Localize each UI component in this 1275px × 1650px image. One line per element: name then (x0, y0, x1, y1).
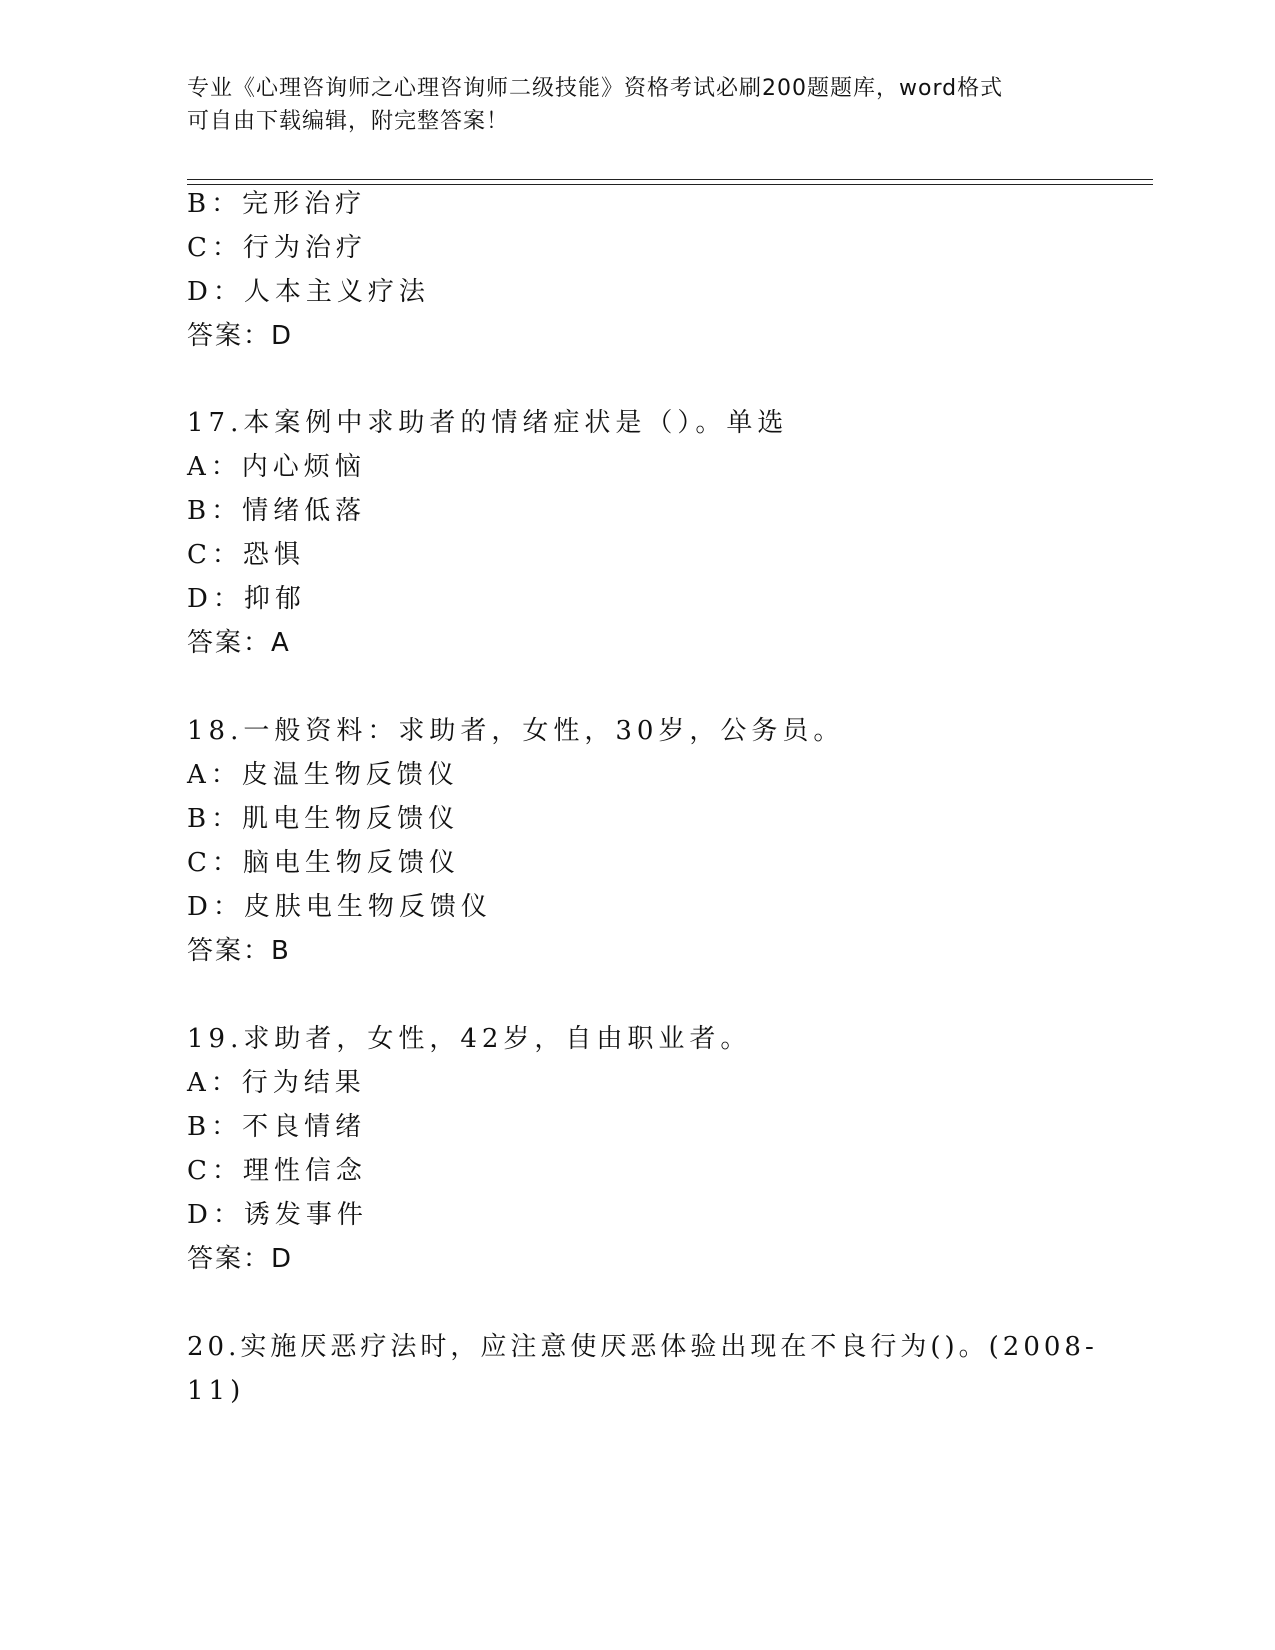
header-divider-top (187, 179, 1153, 180)
option-c: C：恐惧 (187, 540, 305, 570)
answer-line: 答案：D (187, 321, 294, 351)
option-a: A：内心烦恼 (187, 452, 366, 482)
option-a: A：皮温生物反馈仪 (187, 760, 459, 790)
question-stem: 18.一般资料：求助者，女性，30岁，公务员。 (187, 716, 845, 746)
question-stem: 19.求助者，女性，42岁，自由职业者。 (187, 1024, 752, 1054)
option-d: D：皮肤电生物反馈仪 (187, 892, 492, 922)
question-stem: 20.实施厌恶疗法时，应注意使厌恶体验出现在不良行为()。(2008- (187, 1332, 1098, 1362)
question-stem-continued: 11) (187, 1376, 246, 1406)
answer-line: 答案：A (187, 628, 291, 658)
option-c: C：脑电生物反馈仪 (187, 848, 460, 878)
option-d: D：人本主义疗法 (187, 277, 430, 307)
option-b: B：肌电生物反馈仪 (187, 804, 460, 834)
option-b: B：完形治疗 (187, 189, 367, 219)
option-a: A：行为结果 (187, 1068, 366, 1098)
header-divider-bottom (187, 184, 1153, 185)
option-b: B：不良情绪 (187, 1112, 367, 1142)
header-line-2: 可自由下载编辑，附完整答案！ (187, 109, 510, 134)
option-d: D：诱发事件 (187, 1200, 368, 1230)
option-c: C：理性信念 (187, 1156, 367, 1186)
header-line-1: 专业《心理咨询师之心理咨询师二级技能》资格考试必刷200题题库，word格式 (187, 76, 1004, 101)
option-d: D：抑郁 (187, 584, 306, 614)
option-b: B：情绪低落 (187, 496, 367, 526)
answer-line: 答案：B (187, 936, 291, 966)
option-c: C：行为治疗 (187, 233, 367, 263)
answer-line: 答案：D (187, 1244, 294, 1274)
question-stem: 17.本案例中求助者的情绪症状是（）。单选 (187, 408, 789, 438)
document-header (187, 72, 1067, 138)
